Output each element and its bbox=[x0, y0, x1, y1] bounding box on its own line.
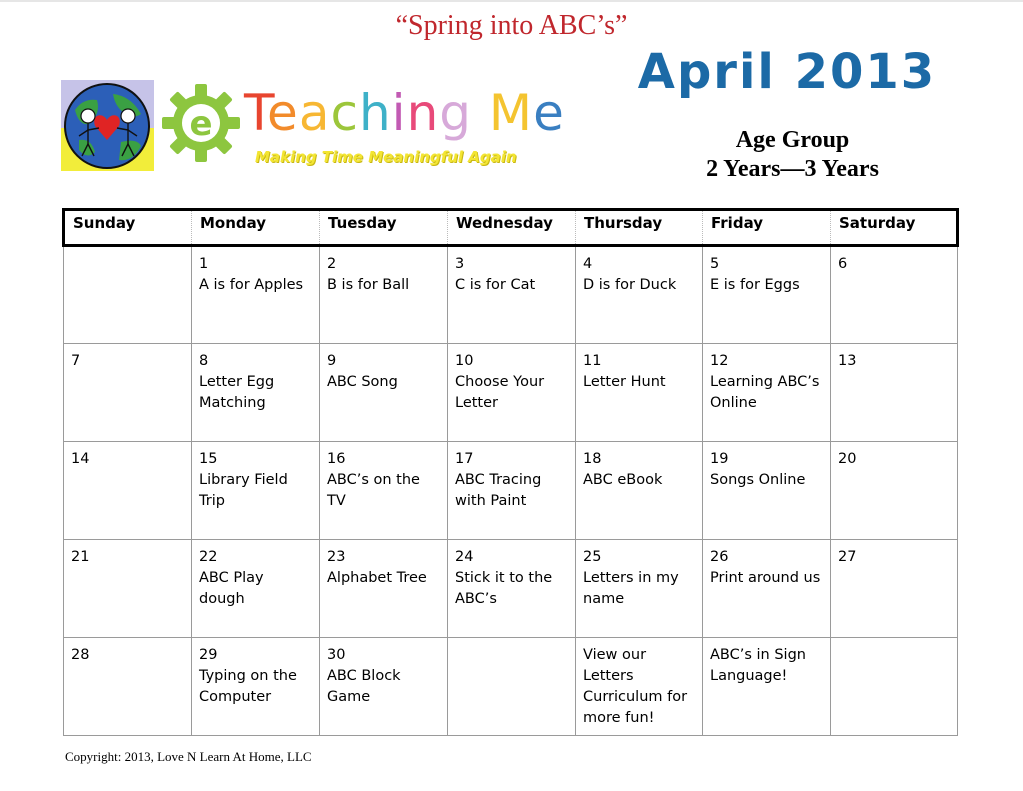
weekday-tuesday: Tuesday bbox=[320, 210, 448, 246]
day-number: 17 bbox=[455, 451, 474, 467]
brand-letter: g bbox=[439, 84, 473, 142]
day-activity: C is for Cat bbox=[455, 277, 536, 293]
day-activity: Choose Your Letter bbox=[455, 374, 545, 411]
day-cell bbox=[703, 540, 831, 638]
day-cell bbox=[192, 442, 320, 540]
age-group-range: 2 Years—3 Years bbox=[706, 156, 879, 182]
brand-name bbox=[244, 84, 565, 142]
day-cell bbox=[576, 638, 703, 736]
day-number: 6 bbox=[838, 256, 848, 272]
day-cell bbox=[192, 540, 320, 638]
day-activity: Typing on the Computer bbox=[199, 668, 297, 705]
gear-logo-letter: e bbox=[189, 104, 213, 144]
day-cell bbox=[64, 246, 192, 344]
day-activity: ABC eBook bbox=[583, 472, 663, 488]
day-activity: Letter Egg Matching bbox=[199, 374, 275, 411]
day-number: 23 bbox=[327, 549, 346, 565]
day-activity: View our Letters Curriculum for more fun! bbox=[583, 647, 688, 726]
day-number: 27 bbox=[838, 549, 857, 565]
day-cell bbox=[64, 540, 192, 638]
day-number: 8 bbox=[199, 353, 209, 369]
day-number: 28 bbox=[71, 647, 90, 663]
week-row bbox=[64, 344, 958, 442]
day-cell bbox=[576, 442, 703, 540]
day-activity: ABC Block Game bbox=[327, 668, 401, 705]
day-cell bbox=[192, 344, 320, 442]
day-activity: ABC’s on the TV bbox=[327, 472, 420, 509]
day-cell bbox=[320, 344, 448, 442]
day-cell bbox=[320, 246, 448, 344]
day-number: 24 bbox=[455, 549, 474, 565]
day-number: 12 bbox=[710, 353, 729, 369]
day-cell bbox=[831, 638, 958, 736]
day-number: 5 bbox=[710, 256, 720, 272]
day-cell bbox=[448, 442, 576, 540]
brand-letter bbox=[472, 84, 489, 142]
brand-letter: T bbox=[244, 84, 268, 142]
day-cell bbox=[831, 442, 958, 540]
day-activity: ABC’s in Sign Language! bbox=[710, 647, 806, 684]
globe-kids-logo-icon bbox=[61, 80, 154, 171]
day-activity: Letter Hunt bbox=[583, 374, 666, 390]
day-cell bbox=[576, 540, 703, 638]
day-activity: Songs Online bbox=[710, 472, 806, 488]
brand-letter: e bbox=[533, 84, 565, 142]
day-number: 21 bbox=[71, 549, 90, 565]
day-number: 22 bbox=[199, 549, 218, 565]
day-cell bbox=[320, 638, 448, 736]
day-activity: ABC Song bbox=[327, 374, 398, 390]
day-activity: Library Field Trip bbox=[199, 472, 288, 509]
day-activity: Stick it to the ABC’s bbox=[455, 570, 553, 607]
day-cell bbox=[703, 638, 831, 736]
day-number: 1 bbox=[199, 256, 209, 272]
day-number: 7 bbox=[71, 353, 81, 369]
week-row bbox=[64, 638, 958, 736]
day-number: 9 bbox=[327, 353, 337, 369]
day-cell bbox=[320, 540, 448, 638]
day-cell bbox=[192, 638, 320, 736]
day-number: 16 bbox=[327, 451, 346, 467]
day-cell bbox=[64, 442, 192, 540]
day-number: 2 bbox=[327, 256, 337, 272]
day-activity: Learning ABC’s Online bbox=[710, 374, 820, 411]
day-cell bbox=[703, 246, 831, 344]
day-number: 29 bbox=[199, 647, 218, 663]
age-group-label: Age Group bbox=[735, 127, 850, 153]
day-cell bbox=[831, 344, 958, 442]
day-activity: E is for Eggs bbox=[710, 277, 800, 293]
day-activity: Print around us bbox=[710, 570, 821, 586]
week-row bbox=[64, 540, 958, 638]
day-cell bbox=[192, 246, 320, 344]
day-number: 20 bbox=[838, 451, 857, 467]
day-activity: D is for Duck bbox=[583, 277, 677, 293]
day-cell bbox=[320, 442, 448, 540]
brand-letter: c bbox=[330, 84, 359, 142]
day-number: 26 bbox=[710, 549, 729, 565]
brand-letter: n bbox=[406, 84, 440, 142]
brand-letter: e bbox=[267, 84, 299, 142]
week-row bbox=[64, 246, 958, 344]
day-cell bbox=[831, 540, 958, 638]
day-number: 4 bbox=[583, 256, 593, 272]
calendar-theme-title: “Spring into ABC’s” bbox=[395, 10, 628, 41]
day-activity: Alphabet Tree bbox=[327, 570, 427, 586]
top-divider bbox=[0, 0, 1023, 2]
brand-letter: i bbox=[391, 84, 407, 142]
day-cell bbox=[703, 442, 831, 540]
day-number: 30 bbox=[327, 647, 346, 663]
weekday-friday: Friday bbox=[703, 210, 831, 246]
day-cell bbox=[64, 344, 192, 442]
day-number: 13 bbox=[838, 353, 857, 369]
day-number: 14 bbox=[71, 451, 90, 467]
day-number: 18 bbox=[583, 451, 602, 467]
weekday-monday: Monday bbox=[192, 210, 320, 246]
weekday-saturday: Saturday bbox=[831, 210, 958, 246]
day-number: 3 bbox=[455, 256, 465, 272]
brand-letter: h bbox=[358, 84, 392, 142]
day-activity: A is for Apples bbox=[199, 277, 304, 293]
weekday-header-row bbox=[64, 210, 958, 246]
day-cell bbox=[831, 246, 958, 344]
day-number: 19 bbox=[710, 451, 729, 467]
day-cell bbox=[448, 344, 576, 442]
day-number: 15 bbox=[199, 451, 218, 467]
day-cell bbox=[703, 344, 831, 442]
month-title: April 2013 bbox=[637, 44, 937, 100]
day-cell bbox=[576, 344, 703, 442]
day-cell bbox=[448, 540, 576, 638]
brand-slogan: Making Time Meaningful Again bbox=[255, 148, 517, 166]
day-activity: ABC Play dough bbox=[199, 570, 264, 607]
weekday-thursday: Thursday bbox=[576, 210, 703, 246]
week-row bbox=[64, 442, 958, 540]
weekday-wednesday: Wednesday bbox=[448, 210, 576, 246]
day-number: 11 bbox=[583, 353, 602, 369]
day-cell bbox=[576, 246, 703, 344]
gear-e-logo-icon bbox=[160, 82, 242, 168]
day-cell bbox=[64, 638, 192, 736]
day-cell bbox=[448, 246, 576, 344]
day-activity: B is for Ball bbox=[327, 277, 410, 293]
brand-letter: M bbox=[488, 84, 534, 142]
day-cell bbox=[448, 638, 576, 736]
day-activity: ABC Tracing with Paint bbox=[455, 472, 542, 509]
day-activity: Letters in my name bbox=[583, 570, 679, 607]
copyright-notice: Copyright: 2013, Love N Learn At Home, LLC bbox=[65, 749, 312, 764]
day-number: 10 bbox=[455, 353, 474, 369]
april-calendar-table bbox=[62, 208, 959, 736]
weekday-sunday: Sunday bbox=[64, 210, 192, 246]
brand-letter: a bbox=[298, 84, 331, 142]
day-number: 25 bbox=[583, 549, 602, 565]
